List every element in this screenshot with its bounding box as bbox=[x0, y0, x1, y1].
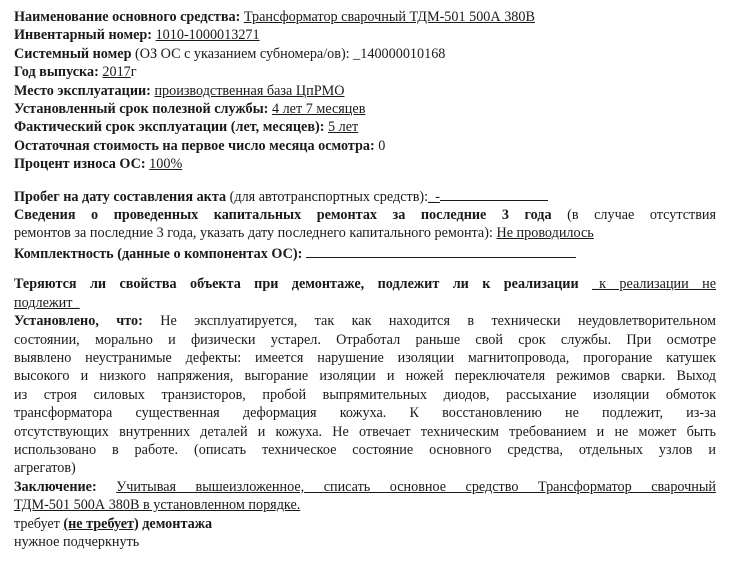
location-row bbox=[14, 82, 716, 100]
asset-name-row bbox=[14, 8, 716, 26]
findings-label: Установлено, что: bbox=[14, 313, 143, 330]
repairs-hint-2: ремонтов за последние 3 года, указать дату последнего капитального ремонта): bbox=[14, 225, 493, 242]
location-label: Место эксплуатации: bbox=[14, 82, 151, 99]
wear-row bbox=[14, 155, 716, 173]
dismantle-word: демонтажа bbox=[142, 515, 213, 532]
dismantle-row bbox=[14, 275, 716, 293]
repairs-label: Сведения о проведенных капитальных ремонтах за последние 3 года bbox=[14, 207, 552, 224]
mileage-hint: (для автотранспортных средств): bbox=[229, 188, 429, 205]
requires-word: требует bbox=[14, 515, 60, 532]
findings-line-3: высокого и низкого напряжения, выгорание изоляции и ножей переключателя режимов сварки. Выход bbox=[14, 368, 716, 385]
repairs-value: Не проводилось bbox=[496, 225, 594, 242]
completeness-blank-line bbox=[306, 243, 576, 258]
actual-life-label: Фактический срок эксплуатации (лет, месяцев): bbox=[14, 119, 325, 136]
actual-life-value: 5 лет bbox=[327, 119, 359, 136]
residual-value-value: 0 bbox=[378, 137, 386, 154]
mileage-value: _- bbox=[428, 188, 440, 205]
conclusion-text-2: ТДМ-501 500А 380В в установленном порядке. bbox=[14, 497, 301, 514]
mileage-label: Пробег на дату составления акта bbox=[14, 188, 227, 205]
mileage-blank-line bbox=[440, 186, 548, 201]
dismantle-value-2: подлежит_ bbox=[14, 294, 80, 311]
repairs-hint-1: (в случае отсутствия bbox=[567, 207, 717, 224]
system-number-hint: (ОЗ ОС с указанием субномера/ов): _140000010168 bbox=[135, 45, 446, 62]
inventory-value: 1010-1000013271 bbox=[155, 27, 260, 44]
findings-line-4: из строя силовых транзисторов, пробой выпрямительных диодов, рассыхание изоляции обмоток bbox=[14, 386, 716, 403]
useful-life-row bbox=[14, 100, 716, 118]
findings-line-0 bbox=[14, 312, 716, 330]
dismantle-value-1: _к реализации не bbox=[592, 276, 717, 293]
conclusion-label: Заключение: bbox=[14, 478, 97, 495]
residual-value-row bbox=[14, 137, 716, 155]
location-value: производственная база ЦпРМО bbox=[154, 82, 345, 99]
findings-line-7: использовано в работе. (описать техническое состояние основного средства, отдельных узлов и bbox=[14, 441, 716, 458]
useful-life-label: Установленный срок полезной службы: bbox=[14, 101, 269, 118]
year-suffix: г bbox=[130, 64, 137, 81]
findings-line-2: выявлено неустранимые дефекты: имеется нарушение изоляции магнитопровода, прогорание катушек bbox=[14, 349, 716, 366]
system-number-row bbox=[14, 45, 716, 63]
completeness-label: Комплектность (данные о компонентах ОС): bbox=[14, 245, 303, 262]
year-label: Год выпуска: bbox=[14, 64, 99, 81]
year-row bbox=[14, 63, 716, 81]
findings-line-1: состоянии, морально и физически устарел. Отработал раньше свой срок службы. При осмотре bbox=[14, 331, 716, 348]
inventory-label: Инвентарный номер: bbox=[14, 27, 153, 44]
conclusion-row bbox=[14, 478, 716, 496]
underline-note: нужное подчеркнуть bbox=[14, 533, 140, 550]
dismantle-label: Теряются ли свойства объекта при демонтаже, подлежит ли к реализации bbox=[14, 276, 579, 293]
findings-line-6: отсутствующих внутренних деталей и кожуха. Не отвечает техническим требованием и не может быть bbox=[14, 423, 716, 440]
conclusion-row-2 bbox=[14, 496, 716, 514]
repairs-row bbox=[14, 206, 716, 224]
findings-text-0: Не эксплуатируется, так как находится в технически неудовлетворительном bbox=[160, 313, 716, 330]
completeness-row bbox=[14, 243, 716, 263]
findings-line-5: трансформатора существенная деформация кожуха. К восстановлению не подлежит, из-за bbox=[14, 405, 716, 422]
asset-name-value: Трансформатор сварочный ТДМ-501 500А 380В bbox=[243, 9, 535, 25]
findings-block bbox=[14, 312, 716, 478]
actual-life-row bbox=[14, 118, 716, 136]
useful-life-value: 4 лет 7 месяцев bbox=[271, 101, 366, 118]
dismantle-required-row bbox=[14, 515, 716, 533]
not-requires-option: (не требует) bbox=[63, 515, 139, 532]
mileage-row bbox=[14, 186, 716, 206]
system-number-label: Системный номер bbox=[14, 45, 132, 62]
residual-value-label: Остаточная стоимость на первое число месяца осмотра: bbox=[14, 137, 375, 154]
wear-label: Процент износа ОС: bbox=[14, 156, 146, 173]
inventory-row bbox=[14, 26, 716, 44]
findings-line-8: агрегатов) bbox=[14, 460, 76, 477]
dismantle-row-2 bbox=[14, 294, 716, 312]
year-value: 2017 bbox=[102, 64, 131, 81]
wear-value: 100% bbox=[149, 156, 183, 173]
conclusion-text-1: Учитывая вышеизложенное, списать основное средство Трансформатор сварочный bbox=[116, 478, 716, 495]
repairs-row-2 bbox=[14, 224, 716, 242]
asset-name-label: Наименование основного средства: bbox=[14, 9, 241, 25]
